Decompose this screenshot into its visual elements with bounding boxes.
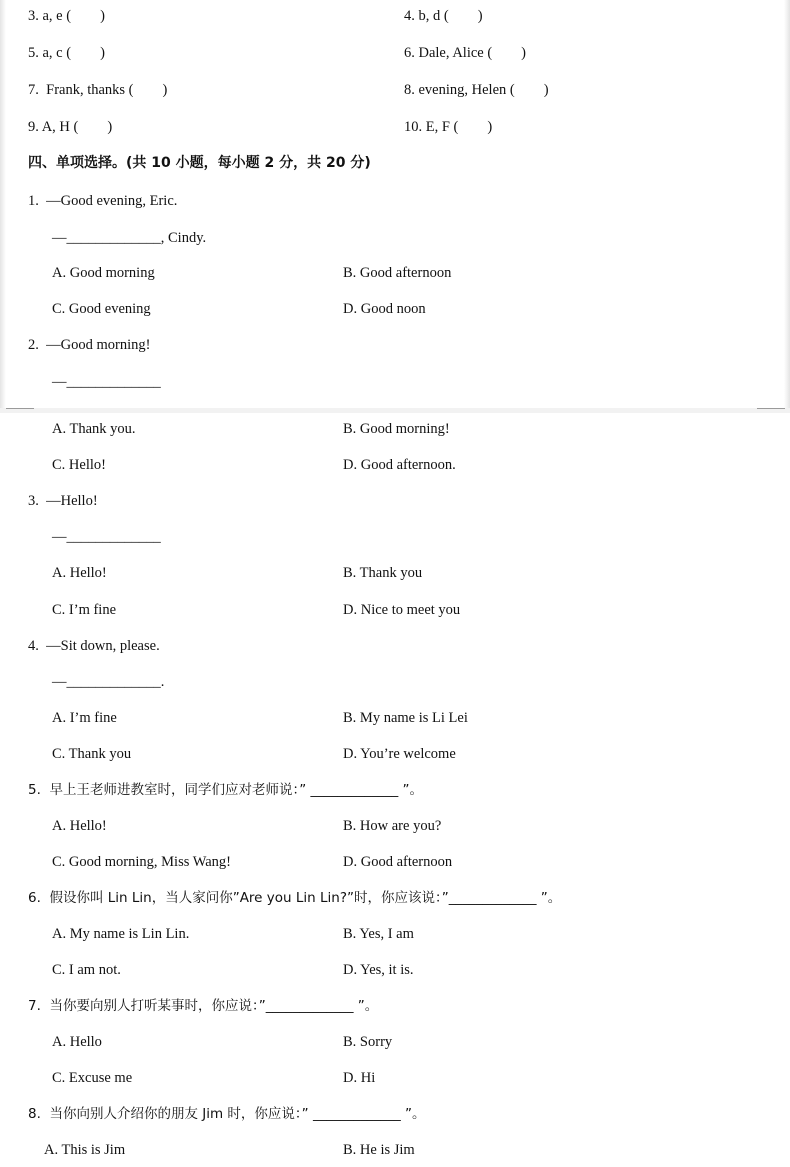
option: B. How are you? (343, 818, 442, 834)
option: B. Good morning! (343, 421, 450, 437)
option: A. Hello! (52, 818, 107, 834)
option: A. Hello! (52, 565, 107, 581)
section-heading: 四、单项选择。(共 10 小题，每小题 2 分，共 20 分) (28, 155, 371, 171)
option: D. You’re welcome (343, 746, 456, 762)
option: C. Thank you (52, 746, 132, 762)
page-lower (0, 413, 790, 1167)
option: B. Thank you (343, 565, 423, 581)
matching-item: 8. evening, Helen ( ) (404, 82, 549, 98)
page-edge-left (0, 0, 6, 408)
page-upper (0, 0, 790, 408)
option: C. Hello! (52, 457, 106, 473)
option: B. He is Jim (343, 1142, 415, 1158)
matching-item: 10. E, F ( ) (404, 119, 493, 135)
question-stem: 1. —Good evening, Eric. (28, 193, 178, 209)
option: A. This is Jim (44, 1142, 126, 1158)
matching-item: 3. a, e ( ) (28, 8, 105, 24)
answer-blank: —_____________, Cindy. (52, 230, 207, 246)
question-stem: 3. —Hello! (28, 493, 98, 509)
option: A. Hello (52, 1034, 102, 1050)
option: D. Yes, it is. (343, 962, 414, 978)
question-stem: 6. 假设你叫 Lin Lin，当人家问你”Are you Lin Lin?”时，你应该说：”_____________ ”。 (28, 890, 562, 906)
question-stem: 5. 早上王老师进教室时，同学们应对老师说：” _____________ ”。 (28, 782, 424, 798)
option: B. Sorry (343, 1034, 393, 1050)
option: D. Good noon (343, 301, 426, 317)
option: B. My name is Li Lei (343, 710, 468, 726)
question-stem: 2. —Good morning! (28, 337, 151, 353)
matching-item: 5. a, c ( ) (28, 45, 105, 61)
matching-item: 7. Frank, thanks ( ) (28, 82, 168, 98)
page-edge-right (784, 0, 790, 408)
matching-item: 9. A, H ( ) (28, 119, 113, 135)
page-corner-mark (757, 408, 785, 409)
answer-blank: —_____________. (52, 674, 165, 690)
option: C. Good evening (52, 301, 151, 317)
answer-blank: —_____________ (52, 529, 161, 545)
option: D. Good afternoon. (343, 457, 456, 473)
option: B. Yes, I am (343, 926, 414, 942)
page-corner-mark (6, 408, 34, 409)
answer-blank: —_____________ (52, 374, 161, 390)
option: D. Nice to meet you (343, 602, 461, 618)
option: B. Good afternoon (343, 265, 452, 281)
question-stem: 8. 当你向别人介绍你的朋友 Jim 时，你应说：” _____________ ”。 (28, 1106, 426, 1122)
option: A. Thank you. (52, 421, 136, 437)
option: C. Good morning, Miss Wang! (52, 854, 232, 870)
option: D. Hi (343, 1070, 376, 1086)
option: D. Good afternoon (343, 854, 453, 870)
question-stem: 4. —Sit down, please. (28, 638, 160, 654)
option: A. My name is Lin Lin. (52, 926, 190, 942)
option: A. Good morning (52, 265, 155, 281)
option: C. I am not. (52, 962, 121, 978)
option: C. Excuse me (52, 1070, 133, 1086)
question-stem: 7. 当你要向别人打听某事时，你应说：”_____________ ”。 (28, 998, 379, 1014)
option: A. I’m fine (52, 710, 117, 726)
matching-item: 6. Dale, Alice ( ) (404, 45, 527, 61)
option: C. I’m fine (52, 602, 117, 618)
matching-item: 4. b, d ( ) (404, 8, 483, 24)
